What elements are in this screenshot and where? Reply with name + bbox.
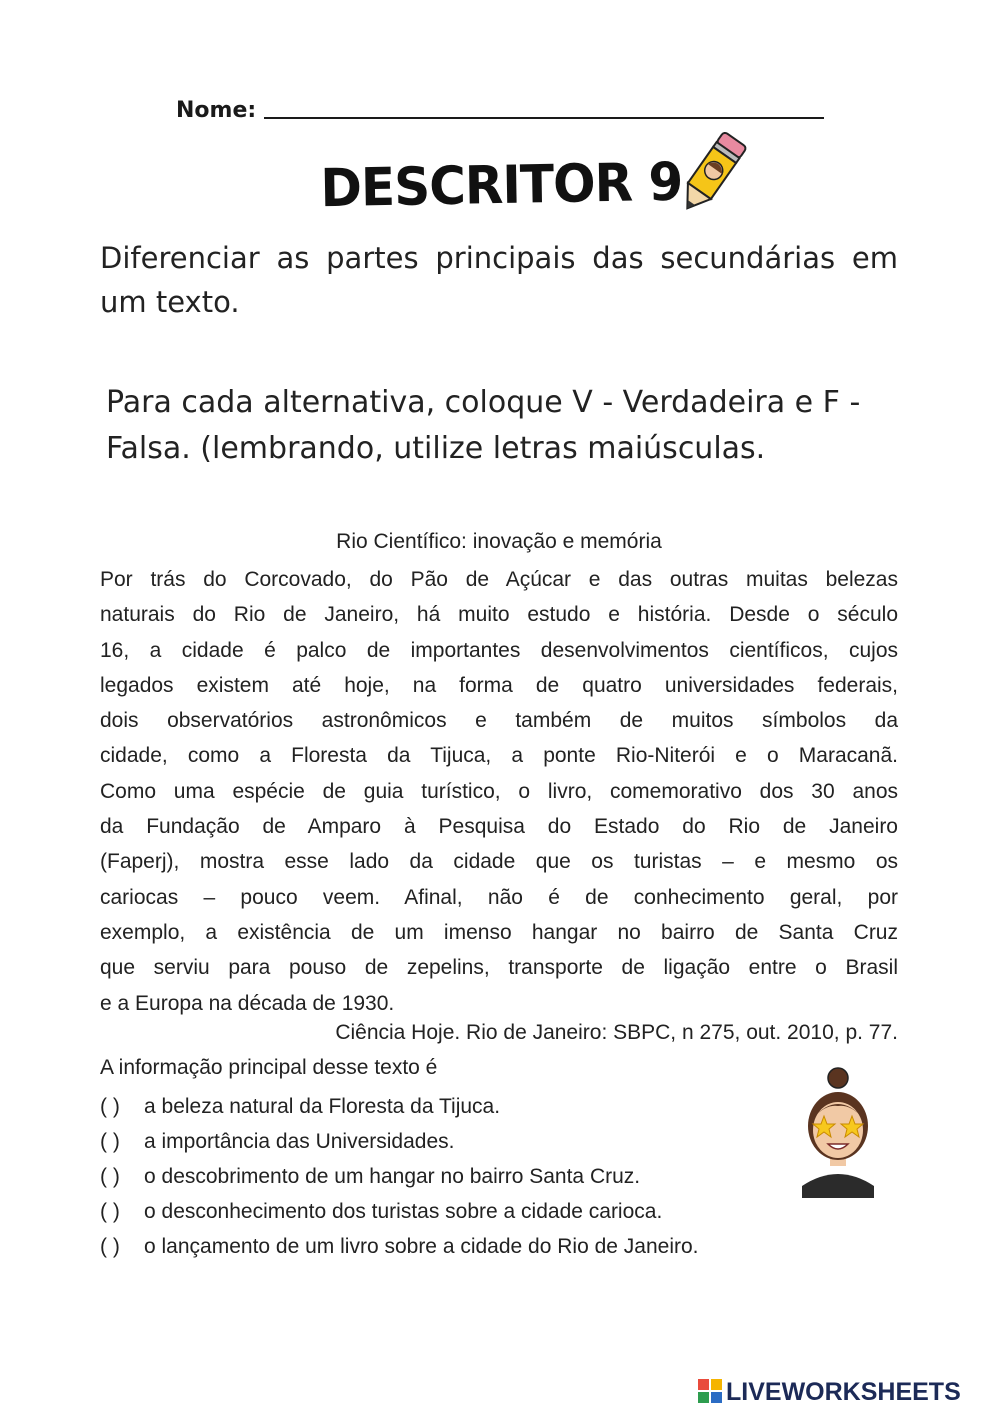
- answer-option: [100, 1232, 699, 1267]
- option-text: a importância das Universidades.: [144, 1130, 455, 1153]
- pencil-icon: [672, 128, 752, 218]
- option-text: o descobrimento de um hangar no bairro Santa Cruz.: [144, 1165, 641, 1188]
- option-text: o lançamento de um livro sobre a cidade do Rio de Janeiro.: [144, 1235, 699, 1258]
- reading-source: Ciência Hoje. Rio de Janeiro: SBPC, n 275, out. 2010, p. 77.: [335, 1021, 898, 1044]
- answer-blank[interactable]: ( ): [100, 1235, 120, 1258]
- answer-options: [100, 1092, 699, 1267]
- answer-option: [100, 1162, 699, 1197]
- reading-body: [100, 562, 898, 1021]
- name-label: Nome:: [176, 98, 257, 123]
- reading-line: que serviu para pouso de zepelins, transporte de ligação entre o Brasil: [100, 956, 898, 980]
- answer-blank[interactable]: ( ): [100, 1130, 120, 1153]
- reading-line: e a Europa na década de 1930.: [100, 991, 395, 1015]
- reading-line: (Faperj), mostra esse lado da cidade que os turistas – e mesmo os: [100, 850, 898, 874]
- reading-line: cidade, como a Floresta da Tijuca, a ponte Rio-Niterói e o Maracanã.: [100, 744, 898, 768]
- reading-line: Por trás do Corcovado, do Pão de Açúcar e das outras muitas belezas: [100, 568, 898, 591]
- answer-option: [100, 1092, 699, 1127]
- answer-option: [100, 1127, 699, 1162]
- brand-text: LIVEWORKSHEETS: [726, 1378, 961, 1406]
- option-text: a beleza natural da Floresta da Tijuca.: [144, 1095, 501, 1118]
- question-prompt: A informação principal desse texto é: [100, 1056, 438, 1079]
- reading-line: da Fundação de Amparo à Pesquisa do Estado do Rio de Janeiro: [100, 815, 898, 839]
- reading-title: Rio Científico: inovação e memória: [336, 530, 662, 553]
- liveworksheets-logo-icon: [698, 1379, 722, 1403]
- reading-line: legados existem até hoje, na forma de quatro universidades federais,: [100, 673, 898, 697]
- answer-blank[interactable]: ( ): [100, 1200, 120, 1223]
- title-text: DESCRITOR 9: [320, 151, 683, 219]
- objective-text: Diferenciar as partes principais das secundárias em um texto.: [100, 241, 898, 319]
- reading-line: exemplo, a existência de um imenso hangar no bairro de Santa Cruz: [100, 920, 898, 944]
- reading-line: naturais do Rio de Janeiro, há muito estudo e história. Desde o século: [100, 603, 898, 627]
- name-blank-line[interactable]: [264, 117, 824, 119]
- name-field: [176, 98, 824, 123]
- option-text: o desconhecimento dos turistas sobre a cidade carioca.: [144, 1200, 663, 1223]
- answer-option: [100, 1197, 699, 1232]
- girl-star-eyes-icon: [796, 1066, 880, 1198]
- answer-blank[interactable]: ( ): [100, 1165, 120, 1188]
- reading-line: Como uma espécie de guia turístico, o livro, comemorativo dos 30 anos: [100, 779, 898, 803]
- reading-line: dois observatórios astronômicos e também de muitos símbolos da: [100, 709, 898, 733]
- reading-line: 16, a cidade é palco de importantes desenvolvimentos científicos, cujos: [100, 638, 898, 662]
- answer-blank[interactable]: ( ): [100, 1095, 120, 1118]
- reading-line: cariocas – pouco veem. Afinal, não é de conhecimento geral, por: [100, 885, 898, 909]
- worksheet-title: [320, 151, 740, 228]
- liveworksheets-brand: [698, 1378, 961, 1407]
- instruction-text: Para cada alternativa, coloque V - Verdadeira e F - Falsa. (lembrando, utilize letras maiúsculas.: [106, 385, 861, 466]
